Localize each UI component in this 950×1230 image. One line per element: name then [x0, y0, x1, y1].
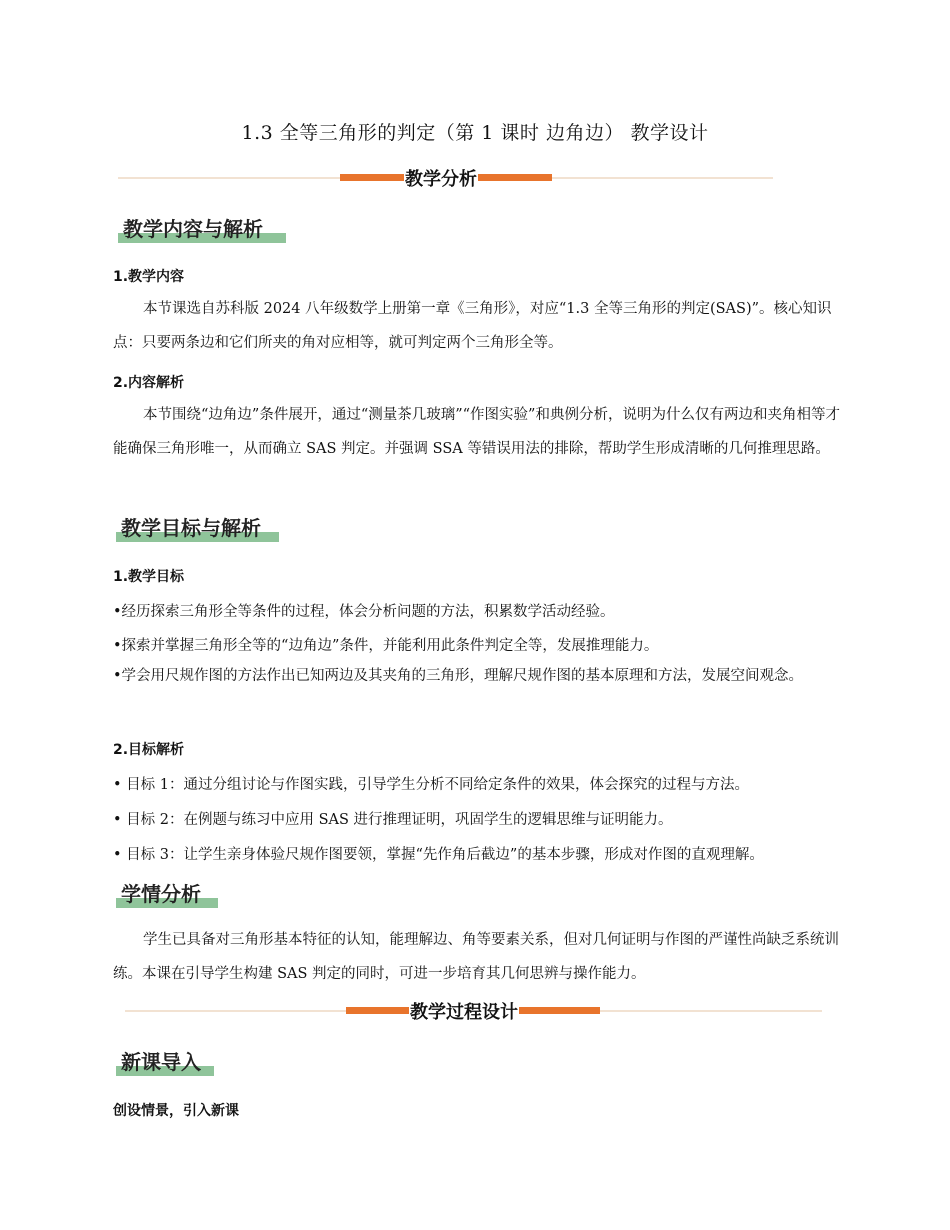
banner-teaching-process [125, 998, 822, 1024]
section-heading-intro [116, 1044, 214, 1076]
subheading-intro: 创设情景，引入新课 [113, 1103, 239, 1119]
paragraph-content-analysis: 本节围绕“边角边”条件展开，通过“测量茶几玻璃”“作图实验”和典例分析，说明为什么仅有两边和夹角相等才能确保三角形唯一，从而确立 SAS 判定。并强调 SSA 等错误用法的排除，帮助学生形成清晰的几何推理思路。 [113, 407, 840, 457]
subheading-content: 1.教学内容 [113, 269, 185, 285]
banner-label: 教学分析 [404, 165, 478, 191]
paragraph-content: 本节课选自苏科版 2024 八年级数学上册第一章《三角形》，对应“1.3 全等三角形的判定(SAS)”。核心知识点：只要两条边和它们所夹的角对应相等，就可判定两个三角形全等。 [113, 301, 832, 351]
section-heading-text: 教学内容与解析 [123, 217, 263, 241]
goal-analysis-2: • 目标 2：在例题与练习中应用 SAS 进行推理证明，巩固学生的逻辑思维与证明能力。 [113, 812, 673, 828]
section-heading-text: 教学目标与解析 [121, 516, 261, 540]
goal-analysis-3: • 目标 3：让学生亲身体验尺规作图要领，掌握“先作角后截边”的基本步骤，形成对作图的直观理解。 [113, 847, 764, 863]
goal-item-2: •探索并掌握三角形全等的“边角边”条件，并能利用此条件判定全等，发展推理能力。 [113, 638, 659, 654]
section-heading-text: 学情分析 [121, 882, 201, 906]
subheading-goals: 1.教学目标 [113, 569, 185, 585]
banner-label: 教学过程设计 [409, 998, 519, 1024]
section-heading-goals [116, 510, 279, 542]
goal-item-3: •学会用尺规作图的方法作出已知两边及其夹角的三角形，理解尺规作图的基本原理和方法，发展空间观念。 [113, 668, 804, 684]
section-heading-students [116, 876, 218, 908]
section-heading-content [118, 211, 286, 243]
paragraph-students: 学生已具备对三角形基本特征的认知，能理解边、角等要素关系，但对几何证明与作图的严谨性尚缺乏系统训练。本课在引导学生构建 SAS 判定的同时，可进一步培育其几何思辨与操作能力。 [113, 932, 839, 982]
subheading-goal-analysis: 2.目标解析 [113, 742, 185, 758]
goal-analysis-1: • 目标 1：通过分组讨论与作图实践，引导学生分析不同给定条件的效果，体会探究的过程与方法。 [113, 777, 749, 793]
goal-item-1: •经历探索三角形全等条件的过程，体会分析问题的方法，积累数学活动经验。 [113, 604, 615, 620]
banner-teaching-analysis [118, 165, 773, 191]
document-title: 1.3 全等三角形的判定（第 1 课时 边角边） 教学设计 [241, 122, 709, 144]
section-heading-text: 新课导入 [121, 1050, 201, 1074]
subheading-content-analysis: 2.内容解析 [113, 375, 185, 391]
